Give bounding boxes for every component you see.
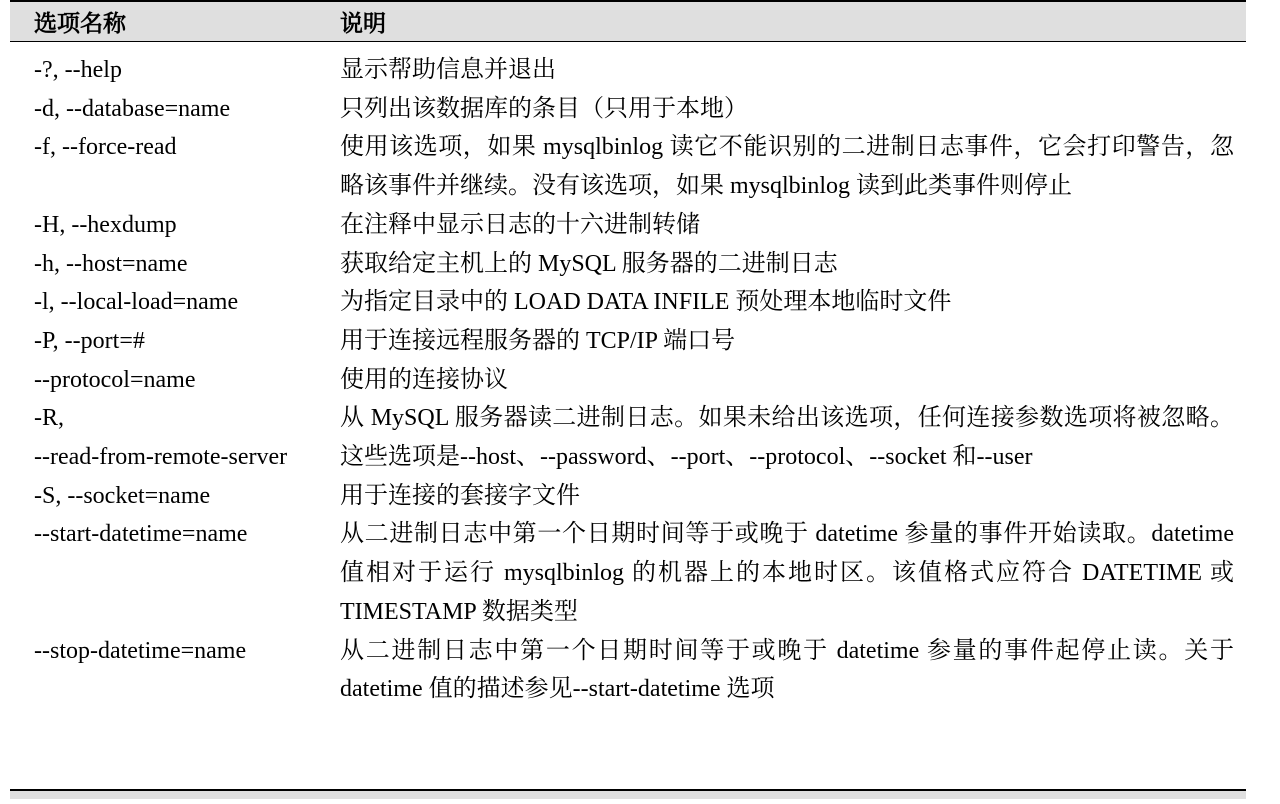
description-cell: 为指定目录中的 LOAD DATA INFILE 预处理本地临时文件 xyxy=(340,289,952,316)
header-description: 说明 xyxy=(340,11,386,37)
table-row xyxy=(10,128,1246,205)
option-cell: -P, --port=# xyxy=(34,327,145,354)
option-cell: -R, --read-from-remote-server xyxy=(34,405,288,471)
header-option-name: 选项名称 xyxy=(34,11,126,37)
description-cell: 使用该选项，如果 mysqlbinlog 读它不能识别的二进制日志事件，它会打印警告，忽略该事件并继续。没有该选项，如果 mysqlbinlog 读到此类事件则停止 xyxy=(340,134,1234,200)
option-cell: -d, --database=name xyxy=(34,95,231,122)
option-cell: -h, --host=name xyxy=(34,250,188,277)
description-cell: 只列出该数据库的条目（只用于本地） xyxy=(340,95,748,122)
table-header xyxy=(10,0,1246,42)
description-cell: 用于连接的套接字文件 xyxy=(340,482,580,509)
description-cell: 从二进制日志中第一个日期时间等于或晚于 datetime 参量的事件开始读取。datetime 值相对于运行 mysqlbinlog 的机器上的本地时区。该值格式应符合 DATETIME 或 TIMESTAMP 数据类型 xyxy=(340,521,1234,625)
table-row xyxy=(10,632,1246,709)
description-cell: 用于连接远程服务器的 TCP/IP 端口号 xyxy=(340,327,736,354)
option-cell: --stop-datetime=name xyxy=(34,637,247,664)
description-cell: 显示帮助信息并退出 xyxy=(340,57,556,83)
description-cell: 在注释中显示日志的十六进制转储 xyxy=(340,211,700,238)
table-row xyxy=(10,477,1246,516)
description-cell: 获取给定主机上的 MySQL 服务器的二进制日志 xyxy=(340,250,838,277)
description-cell: 从二进制日志中第一个日期时间等于或晚于 datetime 参量的事件起停止读。关于 datetime 值的描述参见--start-datetime 选项 xyxy=(340,637,1234,703)
option-cell: -S, --socket=name xyxy=(34,482,211,509)
option-cell: -f, --force-read xyxy=(34,134,177,161)
table-row xyxy=(10,361,1246,400)
description-cell: 使用的连接协议 xyxy=(340,366,508,393)
table-row xyxy=(10,283,1246,322)
option-cell: -H, --hexdump xyxy=(34,211,177,238)
table-row xyxy=(10,322,1246,361)
option-cell: -?, --help xyxy=(34,57,122,83)
table-row xyxy=(10,245,1246,284)
table-bottom-rule xyxy=(10,789,1246,799)
table-row xyxy=(10,51,1246,90)
table-row xyxy=(10,206,1246,245)
table-row xyxy=(10,515,1246,631)
table-row xyxy=(10,90,1246,129)
table-body xyxy=(10,42,1246,709)
options-table xyxy=(10,0,1246,709)
option-cell: -l, --local-load=name xyxy=(34,289,239,316)
option-cell: --protocol=name xyxy=(34,366,196,393)
description-cell: 从 MySQL 服务器读二进制日志。如果未给出该选项，任何连接参数选项将被忽略。这些选项是--host、--password、--port、--protocol、--socket 和--user xyxy=(340,405,1234,471)
option-cell: --start-datetime=name xyxy=(34,521,248,548)
table-row xyxy=(10,399,1246,476)
